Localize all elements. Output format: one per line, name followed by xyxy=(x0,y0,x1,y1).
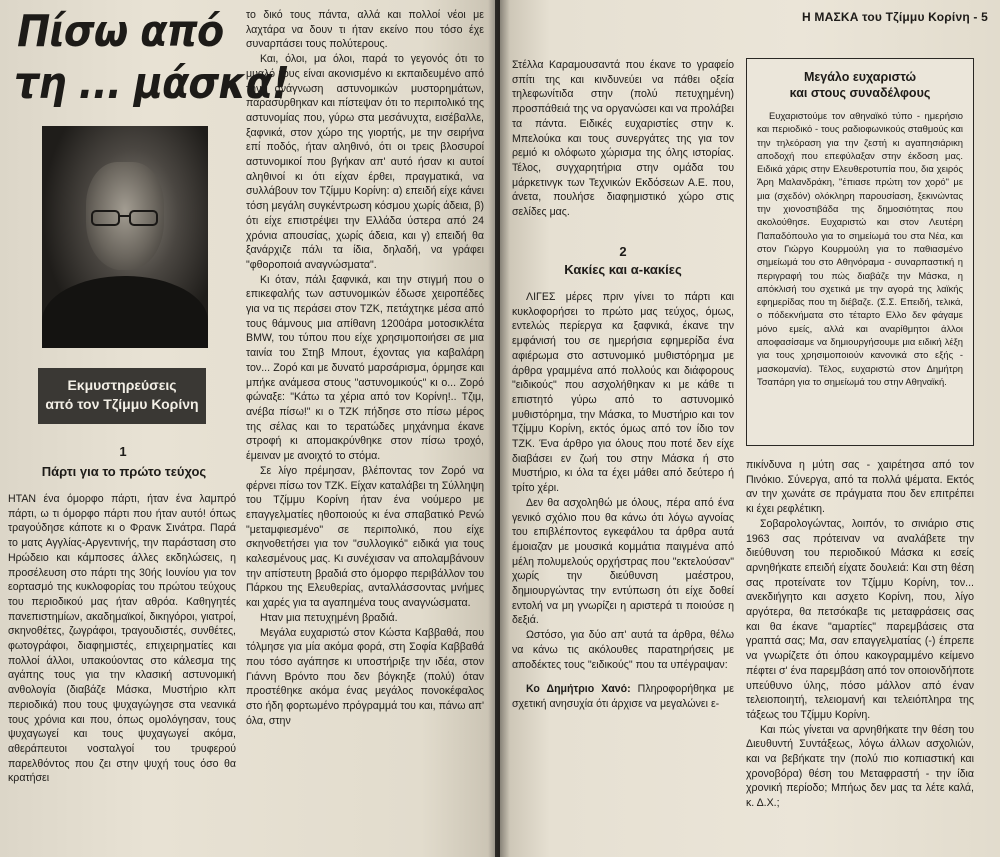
col2-paragraph-1: το δικό τους πάντα, αλλά και πολλοί νέοι με λαχτάρα να δουν τι ήταν εκείνο που τόσο έχε συναρπάσει τους πολύτερους. xyxy=(246,9,484,51)
thanks-sidebar-box xyxy=(746,58,974,446)
col2-paragraph-4: Σε λίγο πρέμησαν, βλέποντας τον Ζορό να φέρνει πίσω τον ΤΖΚ. Είχαν καταλάβει τη Σύλληψη του Τζίμμυ Κορίνη ήταν ένα νούμερο με επαγγελματίες ηθοποιούς κι ένα σπαβατικό Ρενώ "μεταμφιεσμένο" σε περιπολικό, που είχε σκηνοθετήσει για τον "συλλογικό" ειδικά για τους καλεσμένους μας. Κι συνέχισαν να απολαμβάνουν την απίστευτη βραδιά στο όμορφο περιβάλλον του Πάρκου της Ελευθερίας, ανταλλάσσοντας μνήμες και χαρές για τα αγαπημένα τους αναγνώσματα. xyxy=(246,464,484,610)
article-title xyxy=(14,6,290,110)
column-3 xyxy=(512,290,734,852)
column-3-top xyxy=(512,58,734,233)
col2-paragraph-2: Και, όλοι, μα όλοι, παρά το γεγονός ότι το μυαλό τους είναι ακονισμένο κι εκπαιδευμένο από την ανάγνωση αστυνομικών μυστορημάτων, παρασύρθηκαν και πίστεψαν ότι το περιπολικό της αστυνομίας που, γύρω στα μεσάνυχτα, εισέβαλλε, ξαφνικά, στον χώρο της γιορτής, με την σειρήνα επί ποδός, ήταν αληθινό, ότι οι τρεις βλοσυροί αστυνομικοί που βγήκαν απ' αυτό ήσαν κι αυτοί αληθινοί κι ότι είχαν έρθει, πραγματικά, να συλλάβουν τον Τζίμμυ Κορίνη: α) επειδή είχε κάνει τόση μεγάλη συγκέντρωση κόσμου χωρίς άδεια, β) ότι είχε επιστρέψει την Ελλάδα ύστερα από 24 χρόνια απουσίας, χωρίς άδεια, και γ) επειδή θα ξανάρχιζε πάλι τα ίδια, δηλαδή, να γράφει "φθοροποιά αναγνώσματα". xyxy=(246,53,484,271)
title-line-2: τη ... μάσκα! xyxy=(14,58,290,109)
left-page xyxy=(0,0,495,857)
col3-paragraph-1: Στέλλα Καραμουσαντά που έκανε το γραφείο σπίτι της και κινδυνεύει να πάθει οξεία τηλεφωνίτιδα στην (πολύ πετυχημένη) προσπάθειά της να οργανώσει και να προλάβει τα πάντα. Ειδικές ευχαριστίες στην κ. Μπελούκα και τους συνεργάτες της για τον ρεμιό κι ολόφωτο χώρισμα της όλης ιστορίας. Τέλος, συγχαρητήρια στην ομάδα του μάρκετινγκ των Τεχνικών Εκδόσεων Α.Ε. που, άνετα, πουλήσε διαφημιστικό χώρο στις σελίδες μας. xyxy=(512,59,734,219)
right-page xyxy=(500,0,1000,857)
photo-caption xyxy=(38,368,206,424)
column-4 xyxy=(746,458,974,852)
column-1 xyxy=(8,492,236,852)
section-2-number: 2 xyxy=(619,244,627,259)
running-head: Η ΜΑΣΚΑ του Τζίμμυ Κορίνη - 5 xyxy=(801,10,988,24)
col3-p5-label: Κο Δημήτριο Χανό: xyxy=(526,683,631,696)
glasses-shape xyxy=(90,208,160,228)
col4-paragraph-3: Και πώς γίνεται να αρνηθήκατε την θέση του Διευθυντή Συντάξεως, λόγω άλλων ασχολιών, και να βεβήκατε την (πολύ πιο κοπιαστική και χρονοβόρα) θέση του Μεταφραστή - την ίδια χρονική περίοδο; Μπήως δεν μας τα λέτε καλά, κ. Δ.Χ.; xyxy=(746,723,974,810)
caption-line-1: Εκμυστηρεύσεις xyxy=(67,377,177,393)
col4-paragraph-2: Σοβαρολογώντας, λοιπόν, το σινιάριο στις 1963 σας πρότειναν να αναλάβετε την διεύθυνση του περιοδικού Μάσκα κι εσείς αρνηθήκατε επειδή είχατε δουλειά: Και στη θέση σας προτείνατε τον Τζίμμυ Κορίνη, τον... ανεκδιήγητο και ασχετο Κορίνη, που, λίγο αργότερα, θα πετσόκαβε τις μεταφράσεις σας και θα έκανε "αμαρτίες" παρεμβάσεις στα γραπτά σας; Μα, σαν επαγγελματίας (-) έπρεπε να γνωρίζετε ότι όπου κακογραμμένο κείμενο πέφτει σ' ένα παρεμβάση από τον οποιονδήποτε υπεύθυνο ύλης, πόσο μάλλον από έναν τελειοποιητή, τελειομανή και τελειόπληρα της τάξεως του Τζίμμυ Κορίνη. xyxy=(746,517,974,721)
section-2-title: Κακίες και α-κακίες xyxy=(564,262,682,277)
column-2 xyxy=(246,8,484,853)
col4-paragraph-1: πικίνδυνα η μύτη σας - χαιρέτησα από τον Πινόκιο. Σύνεργα, από τα πολλά ψέματα. Εκτός αν την χωνάτε σε πράγματα που δεν επιτρέπει κι έχει ρεφλέτικη. xyxy=(746,459,974,516)
col2-paragraph-6: Μεγάλα ευχαριστώ στον Κώστα Καββαθά, που τόλμησε για μία ακόμα φορά, στη Σοφία Καββαθά που τόσο αγάπησε κι υποστήριξε την ιδέα, στον Γιάννη Βρόντο που δεν βόγκηξε (πολύ) όταν προστέθηκε ακόμα ένας μεγάλος πονοκέφαλος στο ήδη φορτωμένο πρόγραμμά του και, πάνω απ' όλα, στην xyxy=(246,626,484,727)
col3-paragraph-3: Δεν θα ασχοληθώ με όλους, πέρα από ένα γενικό σχόλιο που θα κάνω ότι λόγω αγνοίας του επιβλέποντος εγκεφάλου τα άρθρα αυτά έμοιαζαν με μουσικά κομμάτια παιγμένα από μέλη πολυμελούς ορχήστρας που "εκτελούσαν" χωρίς την διεύθυνση μαέστρου, δημιουργώντας την εντύπωση ότι είχε δοθεί εντολή να μη γνωρίζει η αριστερά τι ποιούσε η δεξιά. xyxy=(512,496,734,627)
book-gutter xyxy=(488,0,510,857)
thanks-box-text: Ευχαριστούμε τον αθηναϊκό τύπο - ημερήσιο και περιοδικό - τους ραδιοφωνικούς σταθμούς και την τηλεόραση για την ζεστή κι αγαπησιάρικη αποδοχή που επεφύλαξαν στην έκδοση μας. Ειδικά χάρις στην Ελευθεροτυπία που, δια χειρός Άρη Μαλανδράκη, "έπιασε πρώτη τον χορό" με μια (σχεδόν) ολόκληρη παρουσίαση, ξεκινώντας την χιονοστιβάδα της δημοσιότητας που ακολούθησε. Ευχαριστώ και στον Λευτέρη Παπαδόπουλο για το σημείωμά του στα Νέα, και στον Γιώργο Κουρμούλη για το παθιασμένο σημείωμά του στο Αθηνόραμα - συναρπαστική η περιγραφή του πώς διαβάζε την Μάσκα, η απόκλισή του σχετικά με την αγορά της λαϊκής εφημερίδας που τη διέβαζε. (Σ.Σ. Επειδή, τελικά, ο πόδεκνήματα στο τέταρτο Ελλο δεν φάγαμε μόνο εμείς, αλλά και αναρίθμητοι άλλοι αποφασίσαμε να δημιουργήσουμε μια ειδική λέξη για τους χρησιμοποιούν κανονικά στο εξής - μασκομανία). Τέλος, ευχαριστώ στον Δημήτρη Τσαπάρη για το σημείωμά του στην Αθηναϊκή. xyxy=(757,110,963,387)
caption-line-2: από τον Τζίμμυ Κορίνη xyxy=(45,396,199,412)
col3-p5-text: Πληροφορήθηκα με σχετική ανησυχία ότι άρχισε να μεγαλώνει ε- xyxy=(512,683,734,710)
title-line-1: Πίσω από xyxy=(17,6,224,57)
section-1-number: 1 xyxy=(119,444,127,459)
thanks-box-title-line-1: Μεγάλο ευχαριστώ xyxy=(803,70,917,84)
thanks-box-title xyxy=(757,69,963,101)
thanks-box-title-line-2: και στους συναδέλφους xyxy=(789,86,931,100)
col2-paragraph-5: Ηταν μια πετυχημένη βραδιά. xyxy=(260,611,398,624)
author-portrait-photo xyxy=(42,126,208,348)
column-1-text: ΗΤΑΝ ένα όμορφο πάρτι, ήταν ένα λαμπρό πάρτι, ω τι όμορφο πάρτι που ήταν αυτό! όπως τραγούδησε κάποτε κι ο Φρανκ Σινάτρα. Παρά το ματς Αγγλίας-Αργεντινής, την παράσταση στο Ηρώδειο και κάμποσες άλλες εκδηλώσεις, η προσέλευση στο πάρτι της 30ής Ιουνίου για τον εορτασμό της κυκλοφορίας του πρώτου τεύχους του περιοδικού μας ήταν αθρόα. Καθηγητές πανεπιστημίων, ακαδημαϊκοί, δικηγόροι, γιατροί, σκηνοθέτες, ζωγράφοι, τραγουδιστές, συνθέτες, φωτογράφοι, διαφημιστές, επιχειρηματίες και πολλοί άλλοι, υπακούοντας στο κάλεσμα της αγάπης τους για την κλασική αστυνομική ανθολογία (διαβάζε Μάσκα, Μυστήριο κλπ περιοδικά) που τους ψυχαγώγησε στα νεανικά τους χρόνια και που, όπως ομολόγησαν, τους ψυχαγωγεί και τους ψυχαγωγεί ακόμα, αθεράπευτοι νοσταλγοί του τρυφερού παρελθόντος που ζει στην ψυχή τους όσο θα κρατήσει xyxy=(8,493,236,785)
col2-paragraph-3: Κι όταν, πάλι ξαφνικά, και την στιγμή που ο επικεφαλής των αστυνομικών έδωσε χειροπέδες για να τις περάσει στον ΤΖΚ, πετάχτηκε μέσα από τους θάμνους μια απίθανη 1200άρα μοτοσικλέτα BMW, του τύπου που είχε χρησιμοποιήσει σε μια ταινία του Στηβ Μπουτ, έχοντας για καβαλάρη τον... Ζορό και με δυνατό μαρσάρισμα, όρμησε και μπήκε ανάμεσα στους "αστυνομικούς" κι ο... Ζορό φώναξε: "Κάτω τα χέρια από τον Κορίνη!.. Τζιμ, ανέβα πίσω!" κι ο ΤΖΚ πήδησε στο πίσω μέρος της σέλας και το τερατώδες μηχάνημα έκανε στροφή κι απομακρύνθηκε στον πίσω τροχό, έμειναν με ανοιχτό το στόμα. xyxy=(246,273,484,463)
col3-paragraph-4: Ωστόσο, για δύο απ' αυτά τα άρθρα, θέλω να κάνω τις ακόλουθες παρατηρήσεις με αποδέκτες τους "ειδικούς" που τα υπέγραψαν: xyxy=(512,629,734,671)
col3-paragraph-2: ΛΙΓΕΣ μέρες πριν γίνει το πάρτι και κυκλοφορήσει το πρώτο μας τεύχος, όμως, εντελώς περίεργα κα ξαφνικά, έκανε την εμφάνισή του σε ημερήσια εφημερίδα ένα αφιέρωμα στο αστυνομικό μυθιστόρημα με άρθρα γραμμένα από πολλούς και διάφορους "ειδικούς" που ασχολήθηκαν κι με κάθε τι επιστητό γύρω από το αστυνομικό μυθιστόρημα, την Μάσκα, το Μυστήριο και τον Τζίμμυ Κορίνη, εκτός όμως από τον ίδιο τον ΤΖΚ. Ένα άρθρο για όλους που ποτέ δεν είχε διαβάσει εν ζωή του στην Μάσκα ή στο Μυστήριο, κι όλα τα έχει μάθει από δεύτερο ή τρίτο χέρι. xyxy=(512,291,734,495)
section-1-title: Πάρτι για το πρώτο τεύχος xyxy=(41,464,207,479)
col3-paragraph-5 xyxy=(512,682,734,711)
